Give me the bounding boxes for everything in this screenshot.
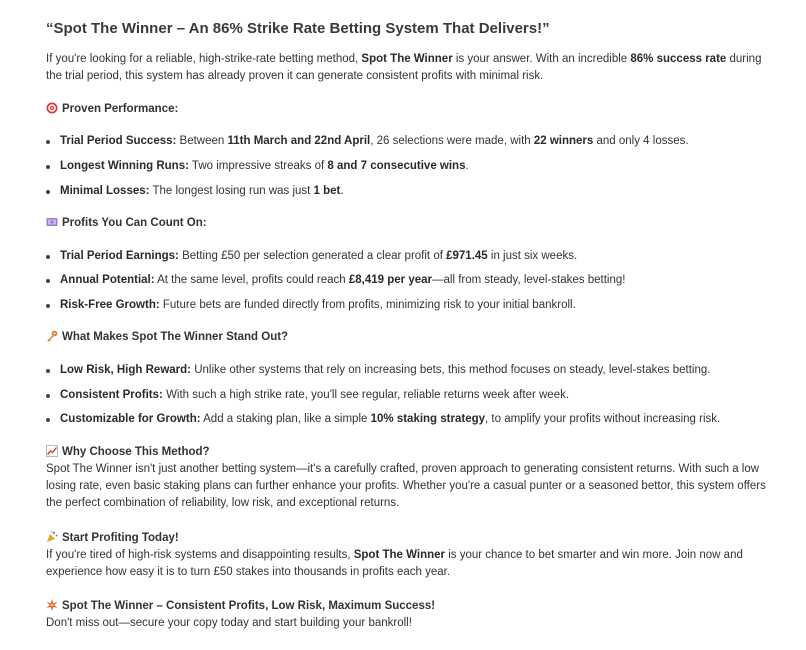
intro-bold: 86% success rate [630,53,727,65]
start-heading: Start Profiting Today! [46,530,179,549]
key-icon [46,330,58,348]
standout-heading: What Makes Spot The Winner Stand Out? [46,329,288,348]
intro-text: during the trial period, this system has already proven it can generate consistent profits with minimal risk. [46,53,762,82]
intro-text: If you're looking for a reliable, high-strike-rate betting method, [46,53,362,65]
list-item: Annual Potential: At the same level, profits could reach £8,419 per year—all from steady, level-stakes betting! [60,272,625,289]
start-paragraph: If you're tired of high-risk systems and disappointing results, Spot The Winner is your chance to bet smarter and win more. Join now and experience how easy it is to turn £50 stakes into thousands in profits each year. [46,549,743,578]
list-item: Minimal Losses: The longest losing run was just 1 bet. [60,183,344,200]
list-item: Trial Period Success: Between 11th March and 22nd April, 26 selections were made, with 22 winners and only 4 losses. [60,133,689,150]
intro-text: is your answer. With an incredible [452,53,631,65]
intro-bold: Spot The Winner [361,53,453,65]
final-heading: Spot The Winner – Consistent Profits, Low Risk, Maximum Success! [46,598,435,617]
why-heading: Why Choose This Method? [46,444,210,463]
target-icon [46,102,58,120]
article-title: “Spot The Winner – An 86% Strike Rate Betting System That Delivers!” [46,20,550,37]
profits-heading: Profits You Can Count On: [46,215,207,234]
list-item: Low Risk, High Reward: Unlike other systems that rely on increasing bets, this method focuses on steady, level-stakes betting. [60,362,710,379]
list-item: Consistent Profits: With such a high strike rate, you'll see regular, reliable returns week after week. [60,387,569,404]
final-paragraph: Don't miss out—secure your copy today and start building your bankroll! [46,617,412,629]
performance-heading: Proven Performance: [46,101,178,120]
list-item: Customizable for Growth: Add a staking plan, like a simple 10% staking strategy, to amplify your profits without increasing risk. [60,411,720,428]
list-item: Risk-Free Growth: Future bets are funded directly from profits, minimizing risk to your initial bankroll. [60,297,576,314]
list-item: Longest Winning Runs: Two impressive streaks of 8 and 7 consecutive wins. [60,158,469,175]
intro-paragraph [46,51,771,85]
money-icon [46,216,58,234]
list-item: Trial Period Earnings: Betting £50 per selection generated a clear profit of £971.45 in just six weeks. [60,248,577,265]
why-paragraph: Spot The Winner isn't just another betting system—it's a carefully crafted, proven approach to generating consistent returns. With such a low losing rate, even basic staking plans can further enhance your profits. Whether you're a casual punter or a seasoned bettor, this system offers the perfect combination of reliability, low risk, and exceptional returns. [46,463,766,509]
